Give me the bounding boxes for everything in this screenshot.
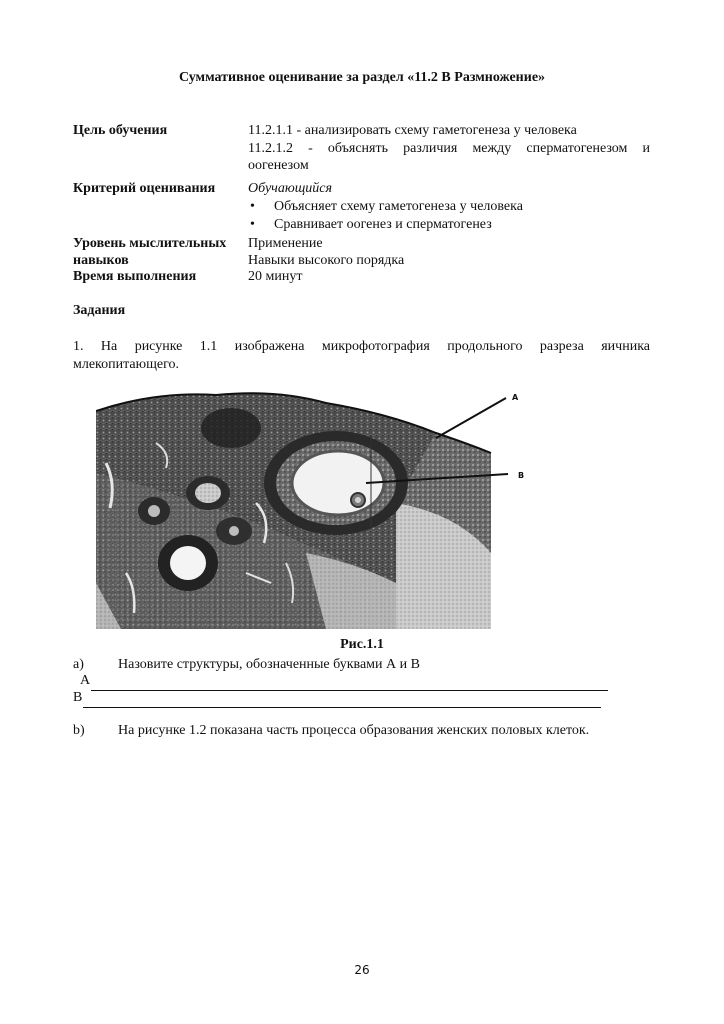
page-title: Суммативное оценивание за раздел «11.2 В Размножение» bbox=[178, 70, 546, 85]
criteria-intro: Обучающийся bbox=[248, 181, 333, 196]
task1-text-line1: 1. На рисунке 1.1 изображена микрофотография продольного разреза яичника bbox=[73, 339, 650, 354]
level-label-line1: Уровень мыслительных bbox=[73, 236, 227, 251]
page-number: 26 bbox=[354, 963, 370, 977]
question-b-marker: b) bbox=[73, 723, 85, 738]
bullet-icon: • bbox=[250, 217, 255, 232]
figure-label-b: B bbox=[518, 471, 525, 480]
question-a-text: Назовите структуры, обозначенные буквами А и В bbox=[118, 657, 420, 672]
answer-b-line[interactable] bbox=[83, 690, 601, 708]
goal-value-line1: 11.2.1.1 - анализировать схему гаметогенеза у человека bbox=[248, 123, 577, 138]
tasks-heading: Задания bbox=[73, 303, 126, 318]
figure-caption: Рис.1.1 bbox=[340, 637, 384, 652]
time-label: Время выполнения bbox=[73, 269, 197, 284]
question-b-text: На рисунке 1.2 показана часть процесса образования женских половых клеток. bbox=[118, 723, 590, 738]
criteria-label: Критерий оценивания bbox=[73, 181, 216, 196]
level-value2: Навыки высокого порядка bbox=[248, 253, 405, 268]
goal-value-line3: оогенезом bbox=[248, 158, 309, 173]
level-label-line2: навыков bbox=[73, 253, 129, 268]
ovary-micrograph bbox=[96, 383, 526, 629]
goal-label: Цель обучения bbox=[73, 123, 168, 138]
level-value1: Применение bbox=[248, 236, 323, 251]
criteria-bullet-text: Сравнивает оогенез и сперматогенез bbox=[274, 217, 492, 232]
bullet-icon: • bbox=[250, 199, 255, 214]
criteria-bullet-text: Объясняет схему гаметогенеза у человека bbox=[274, 199, 523, 214]
figure-label-a: A bbox=[512, 393, 519, 402]
goal-value-line2: 11.2.1.2 - объяснять различия между сперматогенезом и bbox=[248, 141, 650, 156]
answer-b-letter: B bbox=[73, 690, 83, 705]
question-a-marker: a) bbox=[73, 657, 84, 672]
task1-text-line2: млекопитающего. bbox=[73, 357, 179, 372]
answer-a-letter: A bbox=[80, 673, 91, 688]
time-value: 20 минут bbox=[248, 269, 303, 284]
answer-a-line[interactable] bbox=[91, 673, 608, 691]
